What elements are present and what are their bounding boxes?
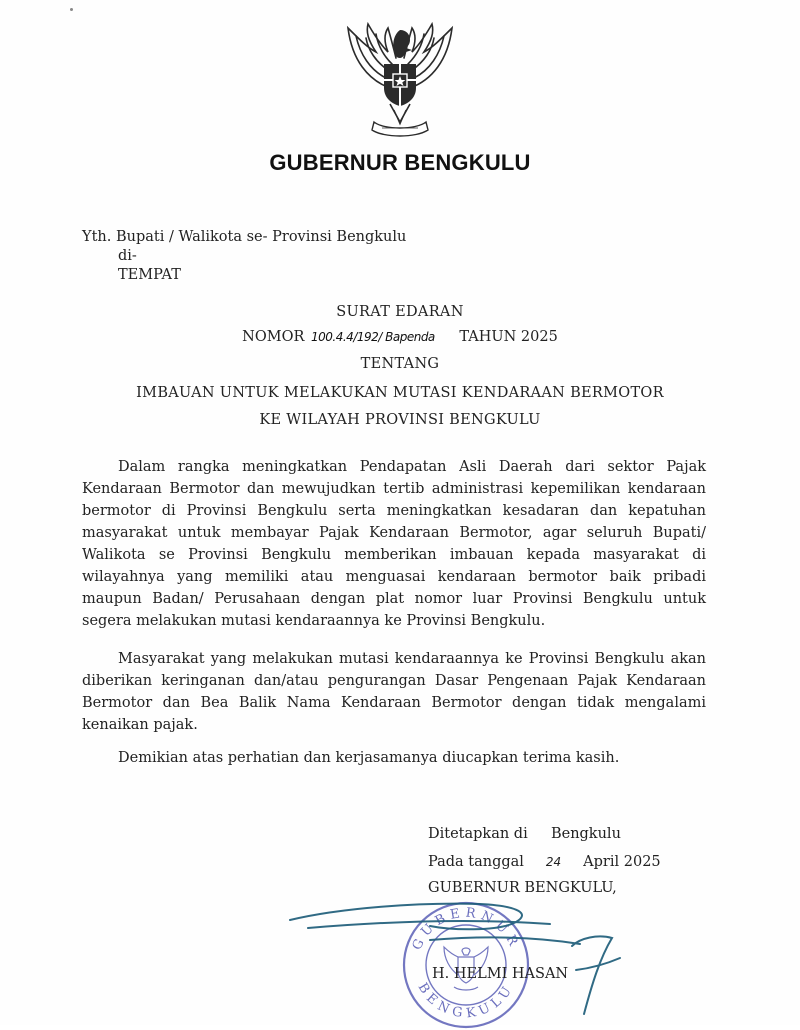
subject-line-1: IMBAUAN UNTUK MELAKUKAN MUTASI KENDARAAN BERMOTOR xyxy=(136,385,664,401)
date-month-year: April 2025 xyxy=(583,854,661,870)
letter-year: TAHUN 2025 xyxy=(459,329,558,345)
signatory-position: GUBERNUR BENGKULU, xyxy=(428,880,617,896)
handwritten-signature xyxy=(280,888,640,1028)
date-label: Pada tanggal xyxy=(428,854,524,870)
number-prefix: NOMOR xyxy=(242,329,305,345)
stamp-top-text: GUBERNUR xyxy=(409,905,523,953)
scan-speck xyxy=(70,8,73,11)
number-handwritten: 100.4.4/192/ Bapenda xyxy=(311,330,435,344)
body-paragraph-1: Dalam rangka meningkatkan Pendapatan Asli Daerah dari sektor Pajak Kendaraan Bermotor dan mewujudkan tertib administrasi kepemilikan kendaraan bermotor di Provinsi Bengkulu serta meningkatkan kesadaran dan kepatuhan masyarakat untuk membayar Pajak Kendaraan Bermotor, agar seluruh Bupati/ Walikota se Provinsi Bengkulu memberikan imbauan kepada masyarakat di wilayahnya yang memiliki atau menguasai kendaraan bermotor baik pribadi maupun Badan/ Perusahaan dengan plat nomor luar Provinsi Bengkulu untuk segera melakukan mutasi kendaraannya ke Provinsi Bengkulu. xyxy=(82,459,706,629)
body-paragraph-2: Masyarakat yang melakukan mutasi kendaraannya ke Provinsi Bengkulu akan diberikan keringanan dan/atau pengurangan Dasar Pengenaan Pajak Kendaraan Bermotor dan Bea Balik Nama Kendaraan Bermotor dengan tidak mengalami kenaikan pajak. xyxy=(82,651,706,733)
stamp-bottom-text: BENGKULU xyxy=(414,980,518,1022)
place-line xyxy=(428,826,621,842)
addressee-line: Yth. Bupati / Walikota se- Provinsi Bengkulu xyxy=(82,229,407,245)
place-value: Bengkulu xyxy=(550,826,621,842)
letterhead-title: GUBERNUR BENGKULU xyxy=(269,150,531,175)
addressee-place: TEMPAT xyxy=(118,267,181,283)
closing-sentence: Demikian atas perhatian dan kerjasamanya diucapkan terima kasih. xyxy=(118,750,620,766)
place-label: Ditetapkan di xyxy=(428,826,528,842)
date-day-handwritten: 24 xyxy=(545,855,562,869)
subject-line-2: KE WILAYAH PROVINSI BENGKULU xyxy=(259,412,541,428)
garuda-emblem-icon xyxy=(338,18,462,140)
signatory-name: H. HELMI HASAN xyxy=(432,966,569,982)
addressee-di: di- xyxy=(118,248,137,264)
letter-number xyxy=(0,329,800,345)
date-line xyxy=(428,854,661,870)
letter-type: SURAT EDARAN xyxy=(336,304,464,320)
about-label: TENTANG xyxy=(360,356,440,372)
